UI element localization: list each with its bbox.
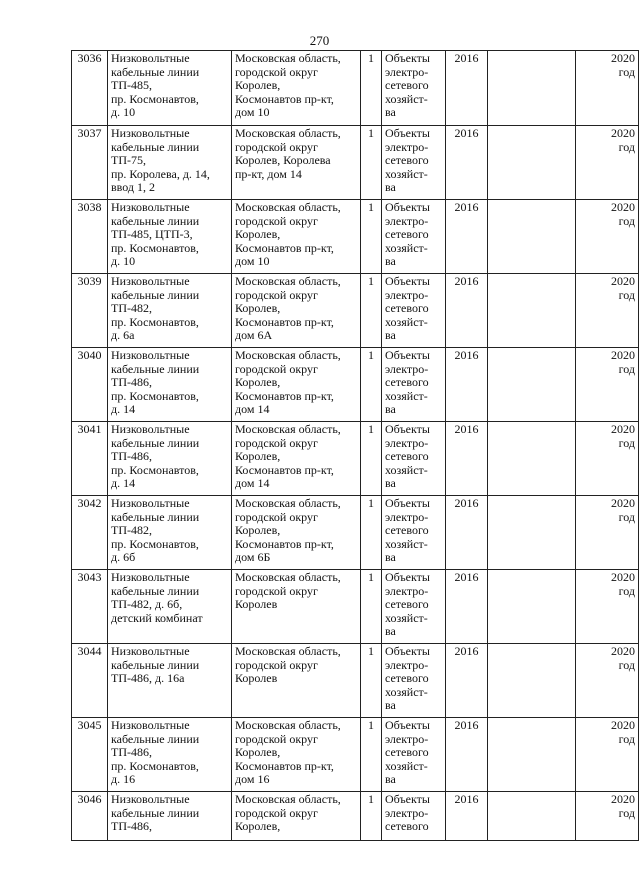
cell-object-name: Низковольтные кабельные линии ТП-486, д. 16а: [108, 644, 232, 718]
cell-empty: [488, 570, 576, 644]
cell-object-name: Низковольтные кабельные линии ТП-485, ЦТП-3, пр. Космонавтов, д. 10: [108, 200, 232, 274]
cell-quantity: 1: [361, 422, 382, 496]
cell-object-name: Низковольтные кабельные линии ТП-482, пр. Космонавтов, д. 6б: [108, 496, 232, 570]
cell-plan-year: 2020 год: [576, 126, 639, 200]
cell-year: 2016: [446, 422, 488, 496]
cell-quantity: 1: [361, 348, 382, 422]
table-row: [72, 718, 639, 792]
page-number: 270: [309, 33, 330, 48]
cell-empty: [488, 496, 576, 570]
cell-plan-year: 2020 год: [576, 644, 639, 718]
cell-empty: [488, 792, 576, 841]
cell-number: 3036: [72, 51, 108, 126]
cell-plan-year: 2020 год: [576, 792, 639, 841]
table-row: [72, 496, 639, 570]
cell-empty: [488, 126, 576, 200]
cell-empty: [488, 644, 576, 718]
cell-year: 2016: [446, 792, 488, 841]
cell-quantity: 1: [361, 126, 382, 200]
table-row: [72, 570, 639, 644]
cell-object-name: Низковольтные кабельные линии ТП-482, пр. Космонавтов, д. 6а: [108, 274, 232, 348]
cell-number: 3040: [72, 348, 108, 422]
cell-plan-year: 2020 год: [576, 51, 639, 126]
cell-quantity: 1: [361, 792, 382, 841]
cell-address: Московская область, городской округ Королев, Космонавтов пр-кт, дом 16: [232, 718, 361, 792]
table-row: [72, 644, 639, 718]
cell-object-name: Низковольтные кабельные линии ТП-486, пр. Космонавтов, д. 14: [108, 348, 232, 422]
cell-year: 2016: [446, 200, 488, 274]
cell-number: 3038: [72, 200, 108, 274]
cell-object-type: Объекты электро- сетевого хозяйст- ва: [382, 51, 446, 126]
cell-number: 3037: [72, 126, 108, 200]
cell-quantity: 1: [361, 570, 382, 644]
cell-year: 2016: [446, 126, 488, 200]
cell-address: Московская область, городской округ Королев,: [232, 792, 361, 841]
cell-object-type: Объекты электро- сетевого хозяйст- ва: [382, 644, 446, 718]
table-row: [72, 126, 639, 200]
cell-year: 2016: [446, 51, 488, 126]
cell-object-type: Объекты электро- сетевого хозяйст- ва: [382, 200, 446, 274]
cell-number: 3046: [72, 792, 108, 841]
table-row: [72, 200, 639, 274]
cell-year: 2016: [446, 348, 488, 422]
cell-object-type: Объекты электро- сетевого хозяйст- ва: [382, 274, 446, 348]
cell-object-type: Объекты электро- сетевого хозяйст- ва: [382, 422, 446, 496]
cell-number: 3043: [72, 570, 108, 644]
cell-object-type: Объекты электро- сетевого: [382, 792, 446, 841]
cell-quantity: 1: [361, 496, 382, 570]
cell-address: Московская область, городской округ Королев, Космонавтов пр-кт, дом 10: [232, 200, 361, 274]
cell-quantity: 1: [361, 274, 382, 348]
cell-number: 3044: [72, 644, 108, 718]
cell-plan-year: 2020 год: [576, 718, 639, 792]
cell-empty: [488, 422, 576, 496]
cell-address: Московская область, городской округ Королев, Космонавтов пр-кт, дом 10: [232, 51, 361, 126]
cell-empty: [488, 348, 576, 422]
cell-address: Московская область, городской округ Королев, Космонавтов пр-кт, дом 6А: [232, 274, 361, 348]
cell-plan-year: 2020 год: [576, 348, 639, 422]
table-row: [72, 792, 639, 841]
cell-plan-year: 2020 год: [576, 422, 639, 496]
cell-number: 3039: [72, 274, 108, 348]
registry-rows: [72, 51, 639, 841]
cell-number: 3041: [72, 422, 108, 496]
cell-object-name: Низковольтные кабельные линии ТП-482, д. 6б, детский комбинат: [108, 570, 232, 644]
cell-object-name: Низковольтные кабельные линии ТП-75, пр. Королева, д. 14, ввод 1, 2: [108, 126, 232, 200]
table-row: [72, 422, 639, 496]
cell-year: 2016: [446, 718, 488, 792]
cell-object-type: Объекты электро- сетевого хозяйст- ва: [382, 496, 446, 570]
cell-plan-year: 2020 год: [576, 274, 639, 348]
cell-year: 2016: [446, 496, 488, 570]
cell-number: 3045: [72, 718, 108, 792]
cell-address: Московская область, городской округ Королев, Космонавтов пр-кт, дом 14: [232, 422, 361, 496]
cell-empty: [488, 200, 576, 274]
cell-quantity: 1: [361, 718, 382, 792]
cell-address: Московская область, городской округ Королев: [232, 570, 361, 644]
cell-plan-year: 2020 год: [576, 200, 639, 274]
table-row: [72, 274, 639, 348]
cell-number: 3042: [72, 496, 108, 570]
cell-quantity: 1: [361, 200, 382, 274]
cell-object-type: Объекты электро- сетевого хозяйст- ва: [382, 718, 446, 792]
cell-year: 2016: [446, 644, 488, 718]
cell-plan-year: 2020 год: [576, 570, 639, 644]
cell-object-type: Объекты электро- сетевого хозяйст- ва: [382, 348, 446, 422]
cell-address: Московская область, городской округ Королев, Космонавтов пр-кт, дом 6Б: [232, 496, 361, 570]
cell-year: 2016: [446, 274, 488, 348]
cell-plan-year: 2020 год: [576, 496, 639, 570]
cell-empty: [488, 274, 576, 348]
cell-year: 2016: [446, 570, 488, 644]
cell-object-name: Низковольтные кабельные линии ТП-486,: [108, 792, 232, 841]
cell-address: Московская область, городской округ Королев, Королева пр-кт, дом 14: [232, 126, 361, 200]
cell-address: Московская область, городской округ Королев: [232, 644, 361, 718]
cell-object-type: Объекты электро- сетевого хозяйст- ва: [382, 126, 446, 200]
cell-empty: [488, 51, 576, 126]
cell-object-name: Низковольтные кабельные линии ТП-486, пр. Космонавтов, д. 14: [108, 422, 232, 496]
cell-object-name: Низковольтные кабельные линии ТП-485, пр. Космонавтов, д. 10: [108, 51, 232, 126]
cell-quantity: 1: [361, 51, 382, 126]
table-row: [72, 51, 639, 126]
cell-object-type: Объекты электро- сетевого хозяйст- ва: [382, 570, 446, 644]
cell-address: Московская область, городской округ Королев, Космонавтов пр-кт, дом 14: [232, 348, 361, 422]
registry-table: [71, 50, 639, 841]
cell-object-name: Низковольтные кабельные линии ТП-486, пр. Космонавтов, д. 16: [108, 718, 232, 792]
table-row: [72, 348, 639, 422]
cell-empty: [488, 718, 576, 792]
cell-quantity: 1: [361, 644, 382, 718]
